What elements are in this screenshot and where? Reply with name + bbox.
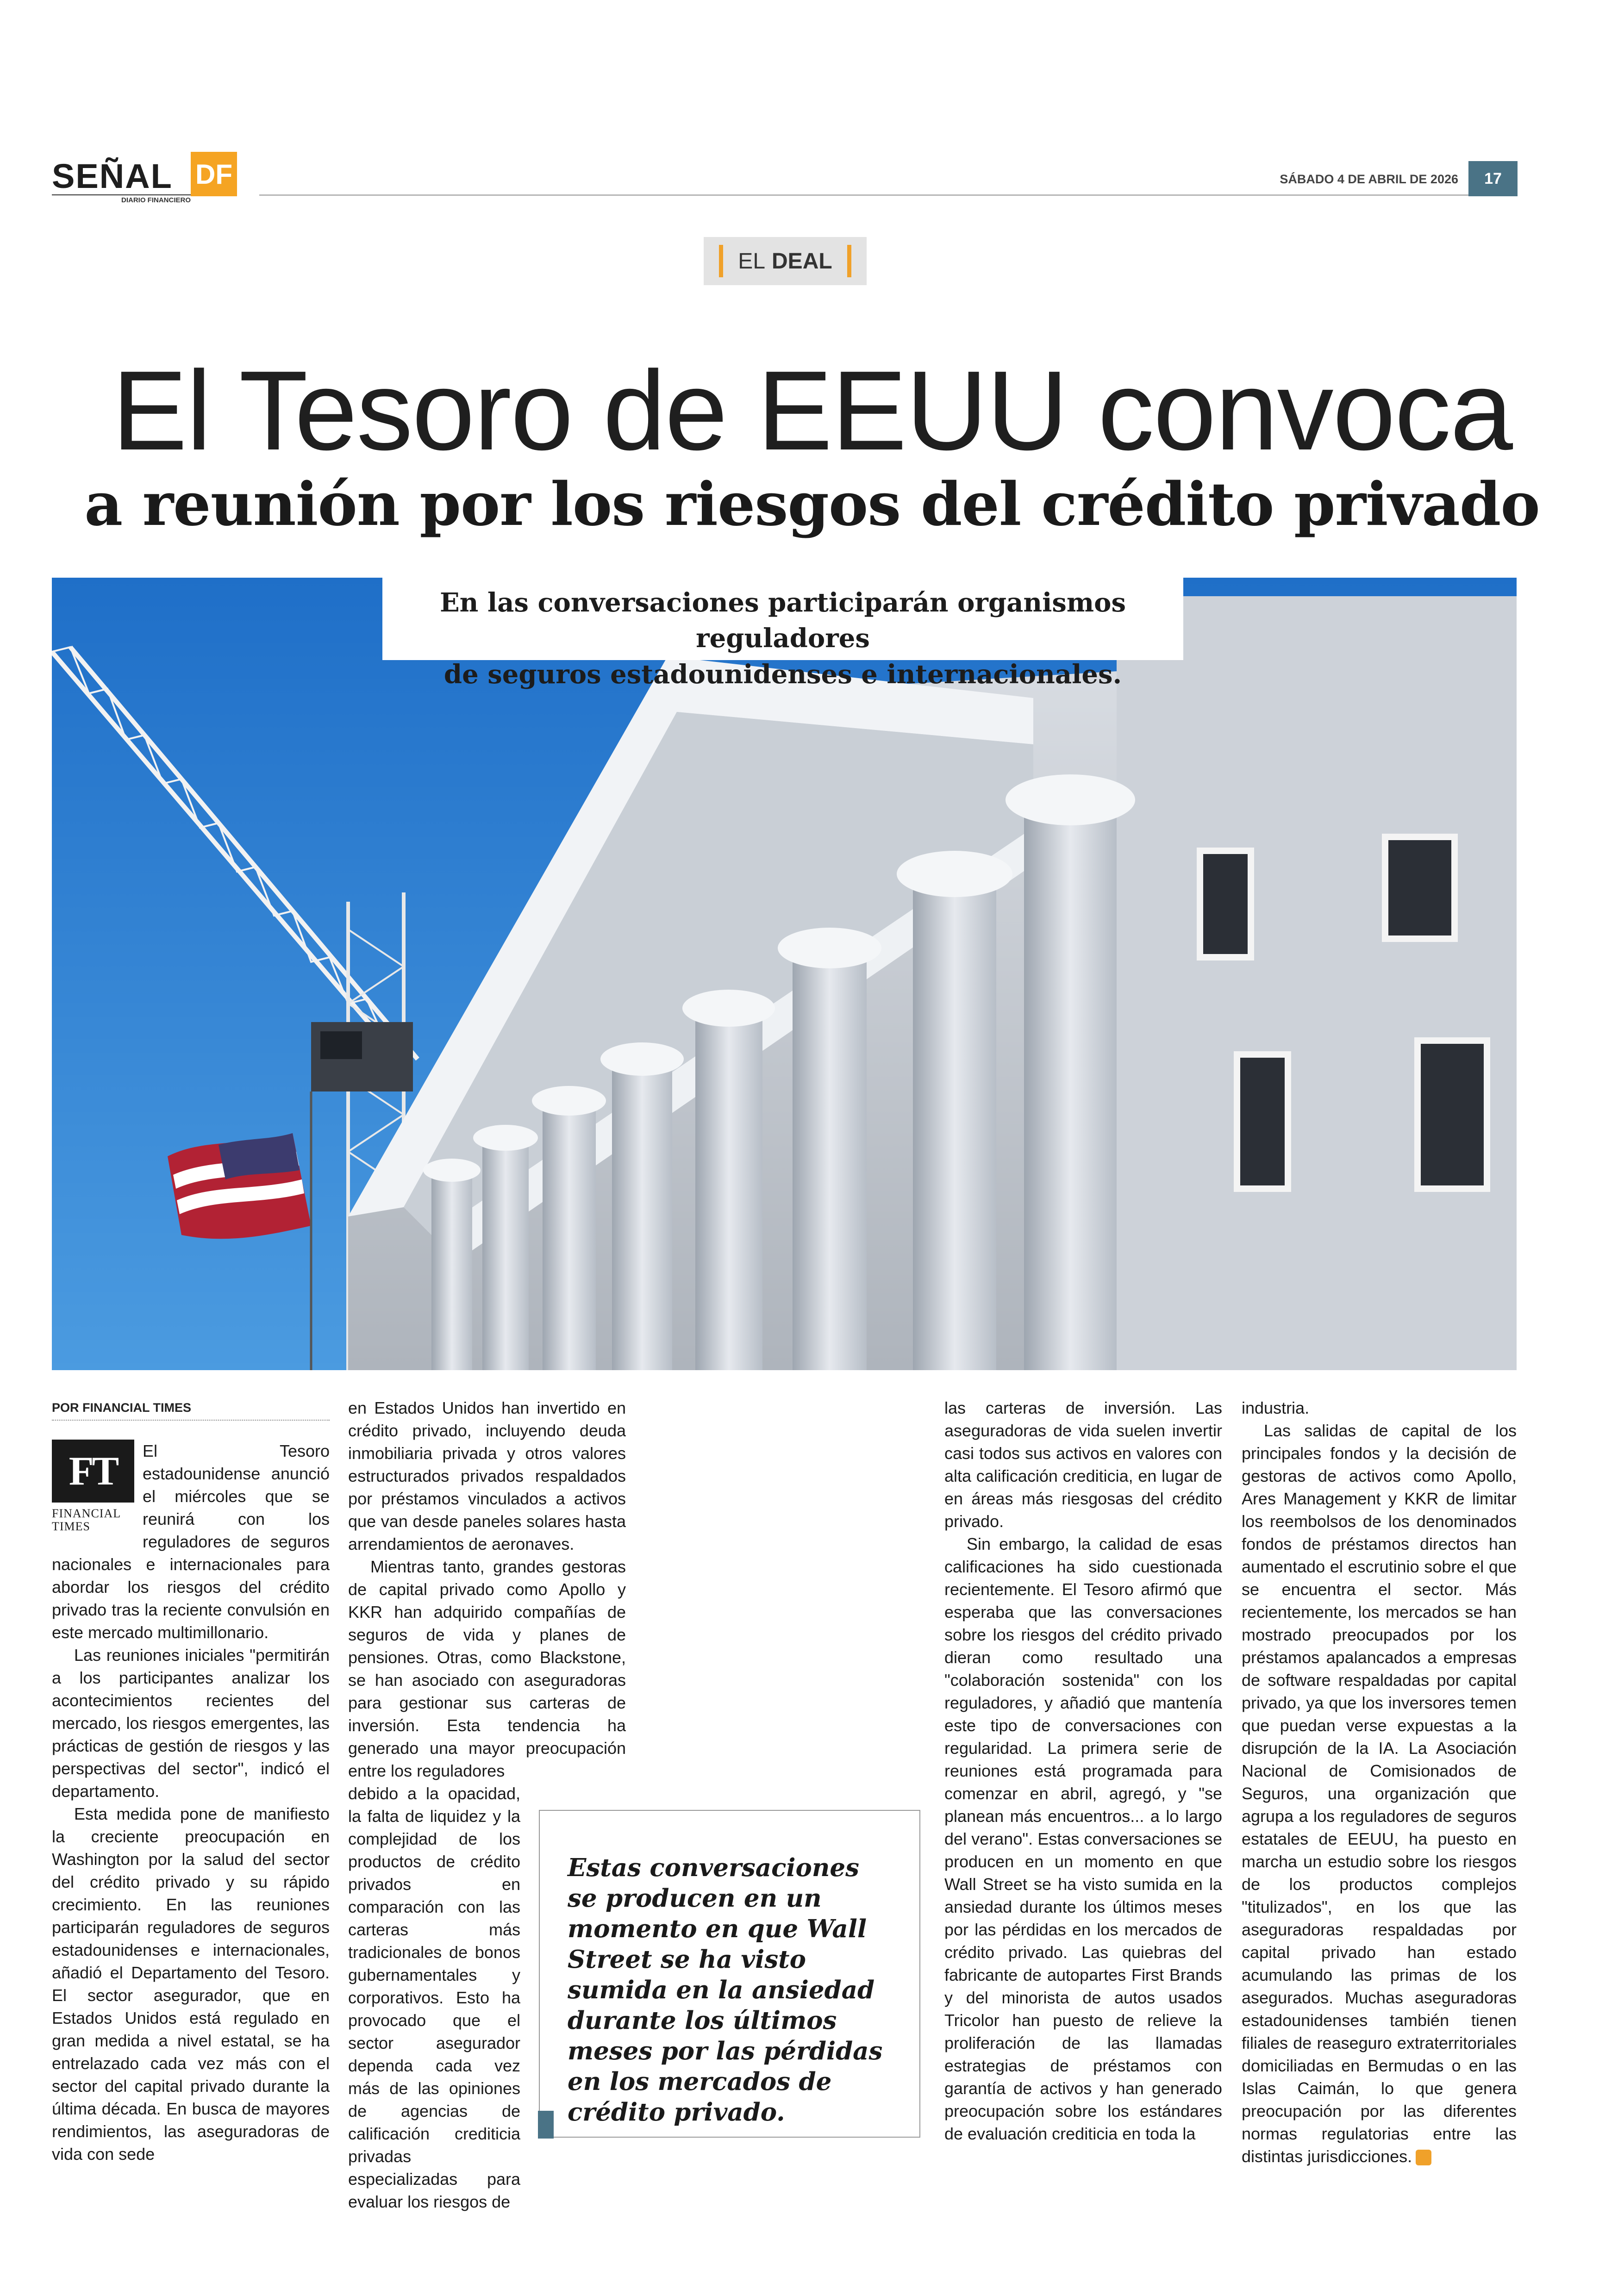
article-column-4	[1242, 1397, 1517, 2168]
end-of-article-icon	[1416, 2150, 1431, 2165]
paragraph-final	[1242, 1419, 1517, 2168]
ft-line-1: FINANCIAL	[52, 1507, 121, 1520]
paragraph: industria.	[1242, 1398, 1310, 1417]
lead-photo	[52, 578, 1517, 1370]
section-tag-bar-right	[847, 245, 851, 277]
page-number: 17	[1468, 161, 1518, 196]
ft-line-2: TIMES	[52, 1520, 90, 1533]
section-prefix: EL	[738, 249, 766, 274]
financial-times-logo	[52, 1440, 134, 1537]
publication-logo	[52, 152, 237, 203]
paragraph: Sin embargo, la calidad de esas calificaciones ha sido cuestionada recientemente. El Tesoro afirmó que esperaba que las conversaciones sobre los riesgos del crédito privado dieran como resultado una "colaboración sostenida" con los reguladores, y añadió que mantenía este tipo de conversaciones con regularidad. La primera serie de reuniones está programada para comenzar en abril, agregó, y "se planean más encuentros... a lo largo del verano". Estas conversaciones se producen en un momento en que Wall Street se ha visto sumida en la ansiedad durante los últimos meses por las pérdidas en los mercados de crédito privado. Las quiebras del fabricante de autopartes First Brands y del minorista de autos usados Tricolor han puesto de relieve la proliferación de las llamadas estrategias de préstamos con garantía de activos y han generado preocupación sobre los estándares de evaluación crediticia en toda la	[944, 1534, 1222, 2143]
section-tag	[704, 237, 867, 285]
logo-subtitle: DIARIO FINANCIERO	[52, 194, 191, 204]
headline: El Tesoro de EEUU convoca	[112, 347, 1512, 474]
ft-wordmark	[52, 1503, 134, 1533]
deck-line-2: de seguros estadounidenses e internacionales.	[443, 659, 1122, 690]
paragraph: Esta medida pone de manifiesto la creciente preocupación en Washington por la salud del sector del crédito privado y su rápido crecimiento. En las reuniones participarán reguladores de seguros estadounidenses e internacionales, añadió el Departamento del Tesoro. El sector asegurador, que en Estados Unidos está regulado en gran medida a nivel estatal, se ha entrelazado cada vez más con el sector del capital privado durante la última década. En busca de mayores rendimientos, las aseguradoras de vida con sede	[52, 1804, 330, 2164]
article-column-3	[944, 1397, 1222, 2145]
section-name: DEAL	[772, 249, 832, 274]
ft-mark: FT	[52, 1440, 134, 1503]
article-column-1	[52, 1440, 330, 2165]
paragraph: El Tesoro estadounidense anunció el miércoles que se reunirá con los reguladores de seguros nacionales e internacionales para abordar los riesgos del crédito privado tras la reciente convulsión en este mercado multimillonario.	[52, 1441, 330, 1642]
byline: POR FINANCIAL TIMES	[52, 1401, 330, 1421]
paragraph: Mientras tanto, grandes gestoras de capital privado como Apollo y KKR han adquirido compañías de seguros de vida y planes de pensiones. Otras, como Blackstone, se han asociado con aseguradoras para gestionar sus carteras de inversión. Esta tendencia ha generado una mayor preocupación entre los reguladores	[348, 1557, 626, 1780]
paragraph: en Estados Unidos han invertido en crédito privado, incluyendo deuda inmobiliaria privada y otros valores estructurados privados respaldados por préstamos vinculados a activos que van desde paneles solares hasta arrendamientos de aeronaves.	[348, 1398, 626, 1553]
section-tag-bar-left	[719, 245, 723, 277]
logo-wordmark: SEÑAL	[52, 157, 173, 195]
paragraph: las carteras de inversión. Las aseguradoras de vida suelen invertir casi todos sus activos en valores con alta calificación crediticia, en lugar de en áreas más riesgosas del crédito privado.	[944, 1398, 1222, 1531]
paragraph: Las reuniones iniciales "permitirán a los participantes analizar los acontecimientos recientes del mercado, los riesgos emergentes, las prácticas de gestión de riesgos y las perspectivas del sector", indicó el departamento.	[52, 1646, 330, 1801]
logo-badge: DF	[191, 152, 237, 196]
paragraph-final-text: Las salidas de capital de los principales fondos y la decisión de gestoras de activos como Apollo, Ares Management y KKR de limitar los reembolsos de los denominados fondos de préstamos directos han aumentado el escrutinio sobre el que se encuentra el sector. Más recientemente, los mercados se han mostrado preocupados por los préstamos apalancados a empresas de software respaldadas por capital privado, ya que los inversores temen que puedan verse expuestas a la disrupción de la IA. La Asociación Nacional de Comisionados de Seguros, una organización que agrupa a los reguladores de seguros estatales de EEUU, ha puesto en marcha un estudio sobre los riesgos de los productos complejos "titulizados", en los que las aseguradoras respaldadas por capital privado han estado acumulando las primas de los asegurados. Muchas aseguradoras estadounidenses también tienen filiales de reaseguro extraterritoriales domiciliadas en Bermudas o en las Islas Caimán, lo que genera preocupación por las diferentes normas regulatorias entre las distintas jurisdicciones.	[1242, 1421, 1517, 2166]
header-rule	[259, 194, 1472, 196]
subheadline: a reunión por los riesgos del crédito privado	[84, 470, 1540, 539]
pull-quote-accent	[538, 2111, 554, 2139]
deck-line-1: En las conversaciones participarán organismos reguladores	[439, 587, 1126, 654]
article-deck	[382, 578, 1183, 690]
pull-quote-text: Estas conversaciones se producen en un momento en que Wall Street se ha visto sumida en la ansiedad durante los últimos meses por las pérdidas en los mercados de crédito privado.	[568, 1853, 883, 2127]
issue-date: SÁBADO 4 DE ABRIL DE 2026	[1280, 172, 1458, 186]
pull-quote	[539, 1810, 920, 2138]
paragraph-narrow: debido a la opacidad, la falta de liquidez y la complejidad de los productos de crédito privados en comparación con las carteras más tradicionales de bonos gubernamentales y corporativos. Esto ha provocado que el sector asegurador dependa cada vez más de las opiniones de agencias de calificación crediticia privadas especializadas para evaluar los riesgos de	[348, 1784, 520, 2211]
